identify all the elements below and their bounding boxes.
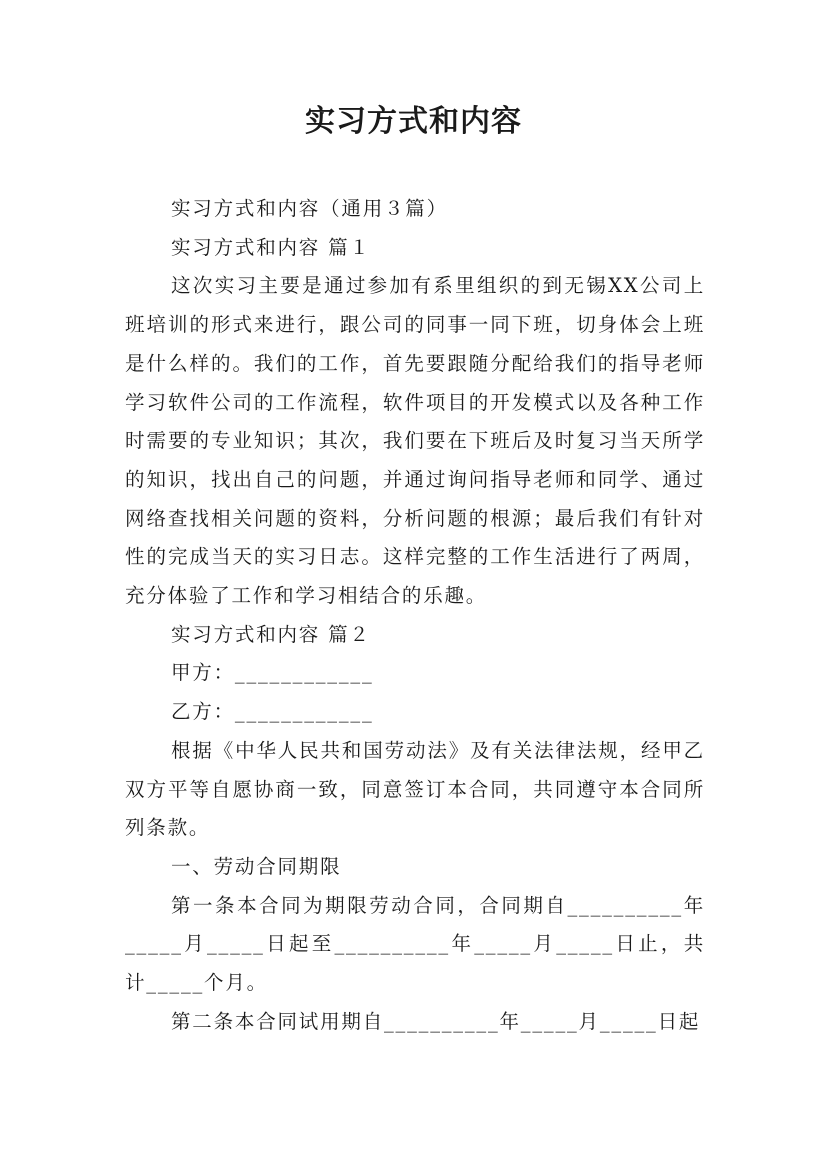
paragraph-section-1-heading: 实习方式和内容 篇１ <box>171 235 371 259</box>
paragraph-internship-description: 这次实习主要是通过参加有系里组织的到无锡XX公司上班培训的形式来进行，跟公司的同事一同下班，切身体会上班是什么样的。我们的工作，首先要跟随分配给我们的指导老师学习软件公司的工作流程，软件项目的开发模式以及各种工作时需要的专业知识；其次，我们要在下班后及时复习当天所学的知识，找出自己的问题，并通过询问指导老师和同学、通过网络查找相关问题的资料，分析问题的根源；最后我们有针对性的完成当天的实习日志。这样完整的工作生活进行了两周，充分体验了工作和学习相结合的乐趣。 <box>125 274 705 608</box>
paragraph-subtitle: 实习方式和内容（通用３篇） <box>171 197 448 220</box>
document-title: 实习方式和内容 <box>305 104 522 139</box>
paragraph-party-b: 乙方：____________ <box>171 700 374 724</box>
document-body <box>125 190 705 1041</box>
paragraph-section-2-heading: 实习方式和内容 篇２ <box>171 622 371 646</box>
paragraph-article-2: 第二条本合同试用期自__________年_____月_____日起 <box>171 1009 701 1033</box>
paragraph-contract-term-heading: 一、劳动合同期限 <box>171 854 342 878</box>
paragraph-party-a: 甲方：____________ <box>171 661 374 685</box>
paragraph-article-1: 第一条本合同为期限劳动合同，合同期自__________年_____月_____日起至__________年_____月_____日止，共计_____个月。 <box>125 893 705 995</box>
paragraph-contract-basis: 根据《中华人民共和国劳动法》及有关法律法规，经甲乙双方平等自愿协商一致，同意签订本合同，共同遵守本合同所列条款。 <box>125 738 705 840</box>
